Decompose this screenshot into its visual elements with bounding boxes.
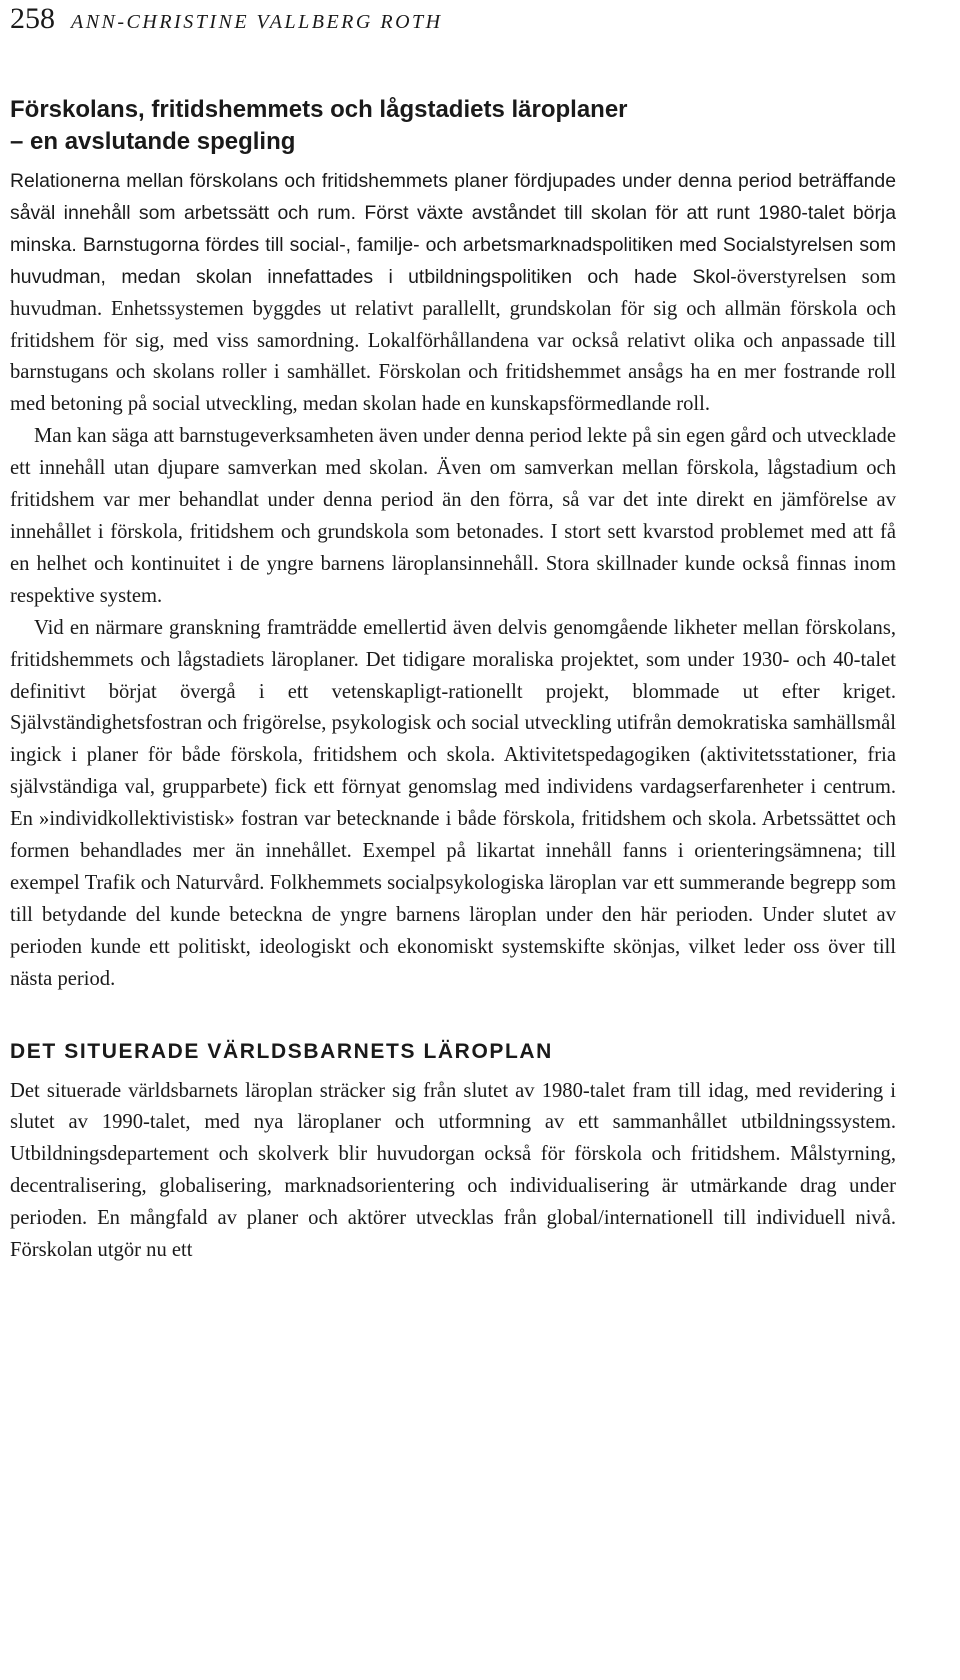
paragraph-1 xyxy=(10,166,896,421)
page-number: 258 xyxy=(10,2,55,35)
section-title-line-2: – en avslutande spegling xyxy=(10,128,296,155)
section-title-line-1: Förskolans, fritidshemmets och lågstadiets läroplaner xyxy=(10,96,628,123)
paragraph-2: Man kan säga att barnstugeverksamheten även under denna period lekte på sin egen gård och utvecklade ett innehåll utan djupare samverkan med skolan. Även om samverkan mellan förskola, lågstadium och fritidshem var mer behandlat under denna period än den förra, så var det inte direkt en jämförelse av innehållet i förskola, fritidshem och grundskola som betonades. I stort sett kvarstod problemet med att få en helhet och kontinuitet i de yngre barnens läroplansinnehåll. Stora skillnader kunde också finnas inom respektive system. xyxy=(10,425,896,607)
running-author: ANN-CHRISTINE VALLBERG ROTH xyxy=(71,11,443,33)
paragraph-4: Det situerade världsbarnets läroplan sträcker sig från slutet av 1980-talet fram till idag, med revidering i slutet av 1990-talet, med nya läroplaner och utformning av ett sammanhållet utbildningssystem. Utbildningsdepartement och skolverk blir huvudorgan också för förskola och fritidshem. Målstyrning, decentralisering, globalisering, marknadsorientering och individualisering är utmärkande drag under perioden. En mångfald av planer och aktörer utvecklas från global/internationell till individuell nivå. Förskolan utgör nu ett xyxy=(10,1079,896,1262)
section-heading: DET SITUERADE VÄRLDSBARNETS LÄROPLAN xyxy=(10,1039,553,1063)
document-page xyxy=(10,0,896,1267)
paragraph-1-serif-part: överstyrelsen som huvudman. Enhetssystemen byggdes ut relativt parallellt, grundskolan för sig och allmän förskola och fritidshem för sig, med viss samordning. Lokalförhållandena var också relativt olika och anpassade till barnstugans och skolans roller i samhället. Förskolan och fritidshemmet ansågs ha en mer fostrande roll med betoning på social utveckling, medan skolan hade en kunskapsförmedlande roll. xyxy=(10,265,896,416)
running-header xyxy=(10,0,896,42)
section-title xyxy=(10,94,896,158)
paragraph-3: Vid en närmare granskning framträdde emellertid även delvis genomgående likheter mellan förskolans, fritidshemmets och lågstadiets läroplaner. Det tidigare moraliska projektet, som under 1930- och 40-talet definitivt börjat övergå i ett vetenskapligt-rationellt projekt, blommade ut efter kriget. Självständighetsfostran och frigörelse, psykologisk och social utveckling utifrån demokratiska samhällsmål ingick i planer för både förskola, fritidshem och skola. Aktivitetspedagogiken (aktivitetsstationer, fria självständiga val, grupparbete) fick ett förnyat genomslag med individens vardagserfarenheter i centrum. En »individkollektivistisk» fostran var betecknande i både förskola, fritidshem och skola. Arbetssättet och formen behandlades mer än innehållet. Exempel på likartat innehåll fanns i orienteringsämnena; till exempel Trafik och Naturvård. Folkhemmets socialpsykologiska läroplan var ett summerande begrepp som till betydande del kunde beteckna de yngre barnens läroplan under den här perioden. Under slutet av perioden kunde ett politiskt, ideologiskt och ekonomiskt systemskifte skönjas, vilket leder oss över till nästa period. xyxy=(10,616,896,990)
paragraph-1-sans-part: Relationerna mellan förskolans och fritidshemmets planer fördjupades under denna period beträffande såväl innehåll som arbetssätt och rum. Först växte avståndet till skolan för att runt 1980-talet börja minska. Barnstugorna fördes till social-, familje- och arbetsmarknadspolitiken med Socialstyrelsen som huvudman, medan skolan innefattades i utbildningspolitiken och hade Skol- xyxy=(10,170,896,288)
